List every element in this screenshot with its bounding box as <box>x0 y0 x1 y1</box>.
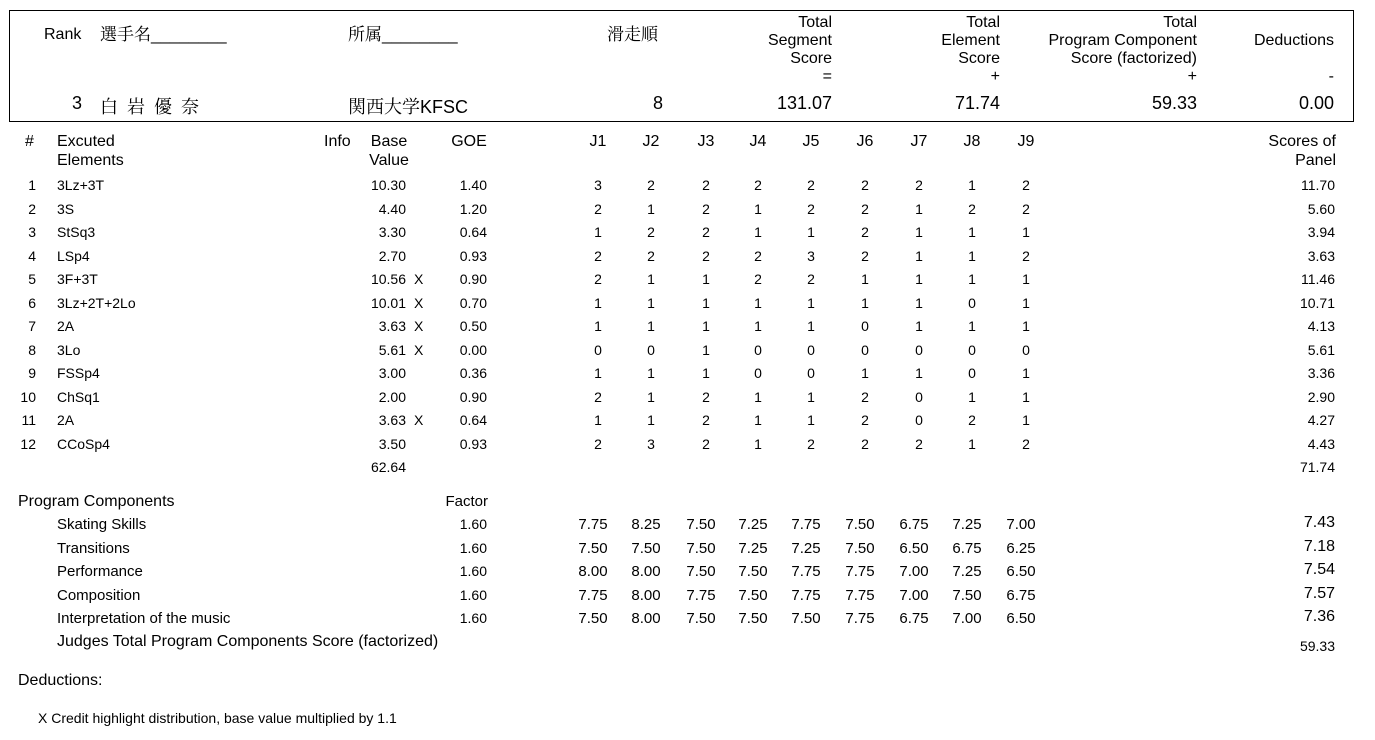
judge-score: 0 <box>915 412 923 428</box>
judge-score: 1 <box>807 318 815 334</box>
col-panel-header: Scores of Panel <box>1268 133 1336 169</box>
component-factor: 1.60 <box>459 586 487 603</box>
judge-score: 1 <box>647 318 655 334</box>
judge-score: 2 <box>861 247 869 264</box>
goe-value: 0.50 <box>459 318 487 334</box>
judge-score: 1 <box>754 224 762 240</box>
judge-header: J4 <box>749 133 767 150</box>
rank-value: 3 <box>72 93 83 113</box>
component-judge-score: 6.50 <box>899 539 929 557</box>
element-code: 3S <box>57 200 75 217</box>
element-code: 2A <box>57 412 75 428</box>
judge-score: 0 <box>968 294 976 311</box>
component-score: 7.43 <box>1303 514 1335 531</box>
judge-score: 1 <box>1022 365 1030 381</box>
component-score: 7.54 <box>1303 561 1335 578</box>
base-value: 10.01 <box>370 294 406 311</box>
component-judge-score: 7.50 <box>686 516 716 533</box>
component-judge-score: 7.00 <box>1006 516 1036 533</box>
component-judge-score: 7.00 <box>952 610 982 627</box>
rank-label: Rank <box>44 26 82 43</box>
judge-header: J2 <box>642 133 660 150</box>
component-judge-score: 7.50 <box>631 539 661 557</box>
judge-score: 1 <box>915 271 923 287</box>
component-factor: 1.60 <box>459 539 487 556</box>
judge-score: 2 <box>702 412 710 428</box>
component-factor: 1.60 <box>459 516 487 532</box>
judge-score: 2 <box>702 388 710 405</box>
judge-header: J7 <box>910 133 928 150</box>
judge-score: 1 <box>968 318 976 334</box>
base-value: 3.63 <box>378 412 406 428</box>
component-judge-score: 7.75 <box>578 586 608 604</box>
judge-score: 1 <box>807 412 815 428</box>
element-number: 2 <box>28 200 36 217</box>
goe-value: 0.36 <box>459 365 487 381</box>
component-judge-score: 7.75 <box>791 563 821 580</box>
component-judge-score: 7.50 <box>686 539 716 557</box>
element-number: 10 <box>20 388 36 405</box>
judge-score: 2 <box>915 435 923 452</box>
judge-score: 2 <box>702 247 710 264</box>
judge-score: 1 <box>861 294 869 311</box>
base-value: 4.40 <box>378 200 406 217</box>
component-judge-score: 6.50 <box>1006 563 1036 580</box>
judge-score: 0 <box>754 341 762 358</box>
judge-score: 0 <box>1022 341 1030 358</box>
judge-score: 0 <box>647 341 655 358</box>
judge-score: 1 <box>915 294 923 311</box>
skater-club: 関西大学KFSC <box>348 97 469 117</box>
deductions-label: Deductions - <box>1253 32 1334 85</box>
judge-score: 1 <box>647 412 655 428</box>
judge-score: 1 <box>1022 318 1030 334</box>
element-code: LSp4 <box>57 247 90 264</box>
judge-score: 1 <box>647 200 655 217</box>
judge-score: 3 <box>807 247 815 264</box>
goe-value: 0.64 <box>459 412 487 428</box>
element-code: 3Lo <box>57 341 81 358</box>
col-base-header: Base Value <box>369 133 409 169</box>
judge-score: 1 <box>594 224 602 240</box>
judge-score: 2 <box>861 224 869 240</box>
element-code: CCoSp4 <box>57 435 110 452</box>
col-num-header: # <box>25 133 34 150</box>
element-number: 6 <box>28 294 36 311</box>
goe-value: 0.93 <box>459 247 487 264</box>
judge-score: 2 <box>647 247 655 264</box>
base-value: 10.56 <box>370 271 406 287</box>
judge-score: 2 <box>807 200 815 217</box>
element-number: 1 <box>28 177 36 193</box>
judge-score: 2 <box>1022 435 1030 452</box>
judge-score: 1 <box>807 224 815 240</box>
judge-score: 1 <box>1022 294 1030 311</box>
goe-value: 0.64 <box>459 224 487 240</box>
judge-header: J1 <box>589 133 607 150</box>
judge-score: 0 <box>807 341 815 358</box>
component-name: Performance <box>57 563 143 580</box>
component-judge-score: 6.25 <box>1006 539 1036 557</box>
judge-score: 2 <box>1022 247 1030 264</box>
panel-score: 4.13 <box>1307 318 1335 334</box>
judge-score: 1 <box>915 318 923 334</box>
component-judge-score: 6.75 <box>952 539 982 557</box>
component-judge-score: 7.75 <box>791 516 821 533</box>
judge-score: 1 <box>647 271 655 287</box>
judge-score: 3 <box>594 177 602 193</box>
judge-score: 1 <box>754 200 762 217</box>
element-number: 4 <box>28 247 36 264</box>
component-judge-score: 7.50 <box>738 563 768 580</box>
judge-score: 0 <box>861 341 869 358</box>
judge-score: 2 <box>754 271 762 287</box>
skate-order: 8 <box>652 93 663 113</box>
panel-score: 10.71 <box>1299 294 1335 311</box>
judge-score: 2 <box>968 200 976 217</box>
judge-header: J8 <box>963 133 981 150</box>
judge-score: 1 <box>1022 412 1030 428</box>
component-judge-score: 7.50 <box>686 563 716 580</box>
element-number: 9 <box>28 365 36 381</box>
base-value: 2.00 <box>378 388 406 405</box>
component-factor: 1.60 <box>459 563 487 579</box>
goe-value: 0.93 <box>459 435 487 452</box>
judge-score: 3 <box>647 435 655 452</box>
base-value: 5.61 <box>378 341 406 358</box>
component-judge-score: 8.00 <box>578 563 608 580</box>
judge-score: 2 <box>647 224 655 240</box>
component-judge-score: 6.75 <box>1006 586 1036 604</box>
component-judge-score: 6.75 <box>899 610 929 627</box>
judge-score: 1 <box>968 271 976 287</box>
component-score: 7.57 <box>1303 584 1335 602</box>
component-judge-score: 7.75 <box>791 586 821 604</box>
judge-score: 0 <box>915 341 923 358</box>
element-number: 8 <box>28 341 36 358</box>
judge-score: 2 <box>647 177 655 193</box>
judge-score: 0 <box>594 341 602 358</box>
component-name: Composition <box>57 586 141 604</box>
element-code: ChSq1 <box>57 388 100 405</box>
judge-score: 2 <box>594 388 602 405</box>
component-judge-score: 7.50 <box>578 610 608 627</box>
judge-header: J5 <box>802 133 820 150</box>
judge-score: 1 <box>968 247 976 264</box>
judge-score: 2 <box>861 412 869 428</box>
club-label: 所属________ <box>348 25 458 44</box>
judge-score: 1 <box>702 294 710 311</box>
judge-score: 1 <box>915 247 923 264</box>
judge-score: 1 <box>807 388 815 405</box>
judge-score: 0 <box>968 365 976 381</box>
judge-score: 1 <box>594 318 602 334</box>
component-judge-score: 7.50 <box>738 586 768 604</box>
base-value: 2.70 <box>378 247 406 264</box>
panel-score: 5.61 <box>1307 341 1335 358</box>
panel-score: 4.27 <box>1307 412 1335 428</box>
base-value-total: 62.64 <box>370 459 406 475</box>
component-judge-score: 8.25 <box>631 516 661 533</box>
component-judge-score: 7.50 <box>738 610 768 627</box>
judge-score: 1 <box>915 200 923 217</box>
judge-score: 2 <box>861 200 869 217</box>
goe-value: 1.40 <box>459 177 487 193</box>
base-value: 3.00 <box>378 365 406 381</box>
component-judge-score: 7.75 <box>845 586 875 604</box>
panel-score: 2.90 <box>1307 388 1335 405</box>
component-judge-score: 7.25 <box>952 563 982 580</box>
judge-score: 0 <box>754 365 762 381</box>
judge-score: 1 <box>754 388 762 405</box>
judge-score: 1 <box>702 271 710 287</box>
judge-score: 2 <box>861 388 869 405</box>
judge-score: 1 <box>968 224 976 240</box>
judge-score: 2 <box>807 435 815 452</box>
deductions-value: 0.00 <box>1298 93 1334 113</box>
order-label: 滑走順 <box>607 25 658 44</box>
judge-score: 1 <box>968 435 976 452</box>
component-judge-score: 8.00 <box>631 610 661 627</box>
component-judge-score: 7.50 <box>845 516 875 533</box>
component-judge-score: 7.25 <box>791 539 821 557</box>
judge-score: 1 <box>702 318 710 334</box>
base-value: 3.63 <box>378 318 406 334</box>
goe-value: 0.90 <box>459 271 487 287</box>
judge-score: 2 <box>915 177 923 193</box>
element-code: 2A <box>57 318 75 334</box>
judge-score: 0 <box>861 318 869 334</box>
judge-header: J3 <box>697 133 715 150</box>
component-name: Transitions <box>57 539 130 557</box>
judge-score: 2 <box>1022 177 1030 193</box>
judge-score: 1 <box>1022 388 1030 405</box>
component-judge-score: 8.00 <box>631 586 661 604</box>
panel-score: 11.70 <box>1301 177 1335 193</box>
judge-score: 2 <box>861 177 869 193</box>
component-judge-score: 7.50 <box>686 610 716 627</box>
element-code: FSSp4 <box>57 365 100 381</box>
component-judge-score: 7.00 <box>899 563 929 580</box>
judge-score: 2 <box>861 435 869 452</box>
factor-header: Factor <box>445 493 488 510</box>
judge-score: 2 <box>594 435 602 452</box>
judge-score: 1 <box>1022 224 1030 240</box>
component-name: Skating Skills <box>57 516 147 533</box>
judge-score: 2 <box>1022 200 1030 217</box>
judge-score: 2 <box>594 247 602 264</box>
components-total-label: Judges Total Program Components Score (factorized) <box>57 633 439 650</box>
tes-label: Total Element Score + <box>941 14 1000 85</box>
component-judge-score: 7.75 <box>845 563 875 580</box>
judge-score: 1 <box>647 294 655 311</box>
panel-score: 4.43 <box>1307 435 1335 452</box>
judge-score: 2 <box>807 177 815 193</box>
component-factor: 1.60 <box>459 610 487 626</box>
goe-value: 0.90 <box>459 388 487 405</box>
component-judge-score: 8.00 <box>631 563 661 580</box>
goe-value: 1.20 <box>459 200 487 217</box>
element-number: 3 <box>28 224 36 240</box>
judge-score: 1 <box>1022 271 1030 287</box>
judge-score: 1 <box>594 294 602 311</box>
judge-score: 1 <box>647 365 655 381</box>
element-code: 3Lz+3T <box>57 177 105 193</box>
skater-name: 白 岩 優 奈 <box>100 97 202 117</box>
component-judge-score: 7.50 <box>791 610 821 627</box>
components-title: Program Components <box>18 493 175 510</box>
col-goe-header: GOE <box>451 133 487 150</box>
judge-score: 1 <box>754 294 762 311</box>
panel-score: 3.36 <box>1307 365 1335 381</box>
judge-score: 1 <box>968 177 976 193</box>
bonus-marker: X <box>414 341 424 358</box>
name-label: 選手名________ <box>100 25 227 44</box>
component-judge-score: 7.00 <box>899 586 929 604</box>
component-judge-score: 6.50 <box>1006 610 1036 627</box>
judge-score: 2 <box>702 224 710 240</box>
component-judge-score: 7.75 <box>845 610 875 627</box>
judge-score: 2 <box>754 177 762 193</box>
bonus-marker: X <box>414 271 424 287</box>
judge-score: 1 <box>861 365 869 381</box>
bonus-marker: X <box>414 318 424 334</box>
tss-label: Total Segment Score = <box>767 14 832 85</box>
element-code: 3Lz+2T+2Lo <box>57 294 136 311</box>
judge-score: 1 <box>702 365 710 381</box>
elements-score-total: 71.74 <box>1299 459 1335 475</box>
judge-score: 2 <box>702 177 710 193</box>
component-judge-score: 7.75 <box>578 516 608 533</box>
judge-score: 2 <box>968 412 976 428</box>
judge-score: 0 <box>807 365 815 381</box>
judge-score: 0 <box>915 388 923 405</box>
component-judge-score: 7.50 <box>845 539 875 557</box>
judge-score: 0 <box>968 341 976 358</box>
judge-header: J9 <box>1017 133 1035 150</box>
col-info-header: Info <box>324 133 351 150</box>
pcs-value: 59.33 <box>1151 93 1197 113</box>
judge-score: 2 <box>594 271 602 287</box>
component-score: 7.36 <box>1303 608 1335 625</box>
judge-score: 2 <box>702 435 710 452</box>
component-judge-score: 7.25 <box>738 539 768 557</box>
goe-value: 0.70 <box>459 294 487 311</box>
judge-header: J6 <box>856 133 874 150</box>
judge-score: 1 <box>594 365 602 381</box>
judge-score: 1 <box>915 224 923 240</box>
footnote: X Credit highlight distribution, base value multiplied by 1.1 <box>38 710 397 726</box>
component-score: 7.18 <box>1303 537 1335 555</box>
component-judge-score: 7.50 <box>952 586 982 604</box>
tss-value: 131.07 <box>776 93 832 113</box>
goe-value: 0.00 <box>459 341 487 358</box>
component-judge-score: 7.50 <box>578 539 608 557</box>
element-number: 11 <box>21 412 36 428</box>
component-judge-score: 6.75 <box>899 516 929 533</box>
panel-score: 3.94 <box>1307 224 1335 240</box>
tes-value: 71.74 <box>954 93 1000 113</box>
bonus-marker: X <box>414 412 424 428</box>
col-element-header: Excuted Elements <box>57 133 124 169</box>
judge-score: 1 <box>702 341 710 358</box>
deductions-section-label: Deductions: <box>18 672 103 689</box>
judge-score: 1 <box>968 388 976 405</box>
element-number: 5 <box>28 271 36 287</box>
judge-score: 1 <box>647 388 655 405</box>
panel-score: 3.63 <box>1307 247 1335 264</box>
judge-score: 1 <box>754 412 762 428</box>
element-number: 12 <box>20 435 36 452</box>
judge-score: 1 <box>807 294 815 311</box>
judge-score: 1 <box>594 412 602 428</box>
base-value: 3.30 <box>378 224 406 240</box>
panel-score: 11.46 <box>1301 271 1335 287</box>
judge-score: 2 <box>807 271 815 287</box>
judge-score: 1 <box>861 271 869 287</box>
judge-score: 2 <box>754 247 762 264</box>
judge-score: 1 <box>915 365 923 381</box>
judge-score: 2 <box>702 200 710 217</box>
base-value: 3.50 <box>378 435 406 452</box>
base-value: 10.30 <box>370 177 406 193</box>
panel-score: 5.60 <box>1307 200 1335 217</box>
component-name: Interpretation of the music <box>57 610 231 627</box>
judge-score: 2 <box>594 200 602 217</box>
element-code: StSq3 <box>57 224 96 240</box>
components-total-score: 59.33 <box>1299 638 1335 654</box>
element-number: 7 <box>28 318 36 334</box>
component-judge-score: 7.25 <box>952 516 982 533</box>
component-judge-score: 7.75 <box>686 586 716 604</box>
judge-score: 1 <box>754 318 762 334</box>
bonus-marker: X <box>414 294 424 311</box>
component-judge-score: 7.25 <box>738 516 768 533</box>
judge-score: 1 <box>754 435 762 452</box>
element-code: 3F+3T <box>57 271 98 287</box>
pcs-label: Total Program Component Score (factorized) + <box>1048 14 1197 85</box>
